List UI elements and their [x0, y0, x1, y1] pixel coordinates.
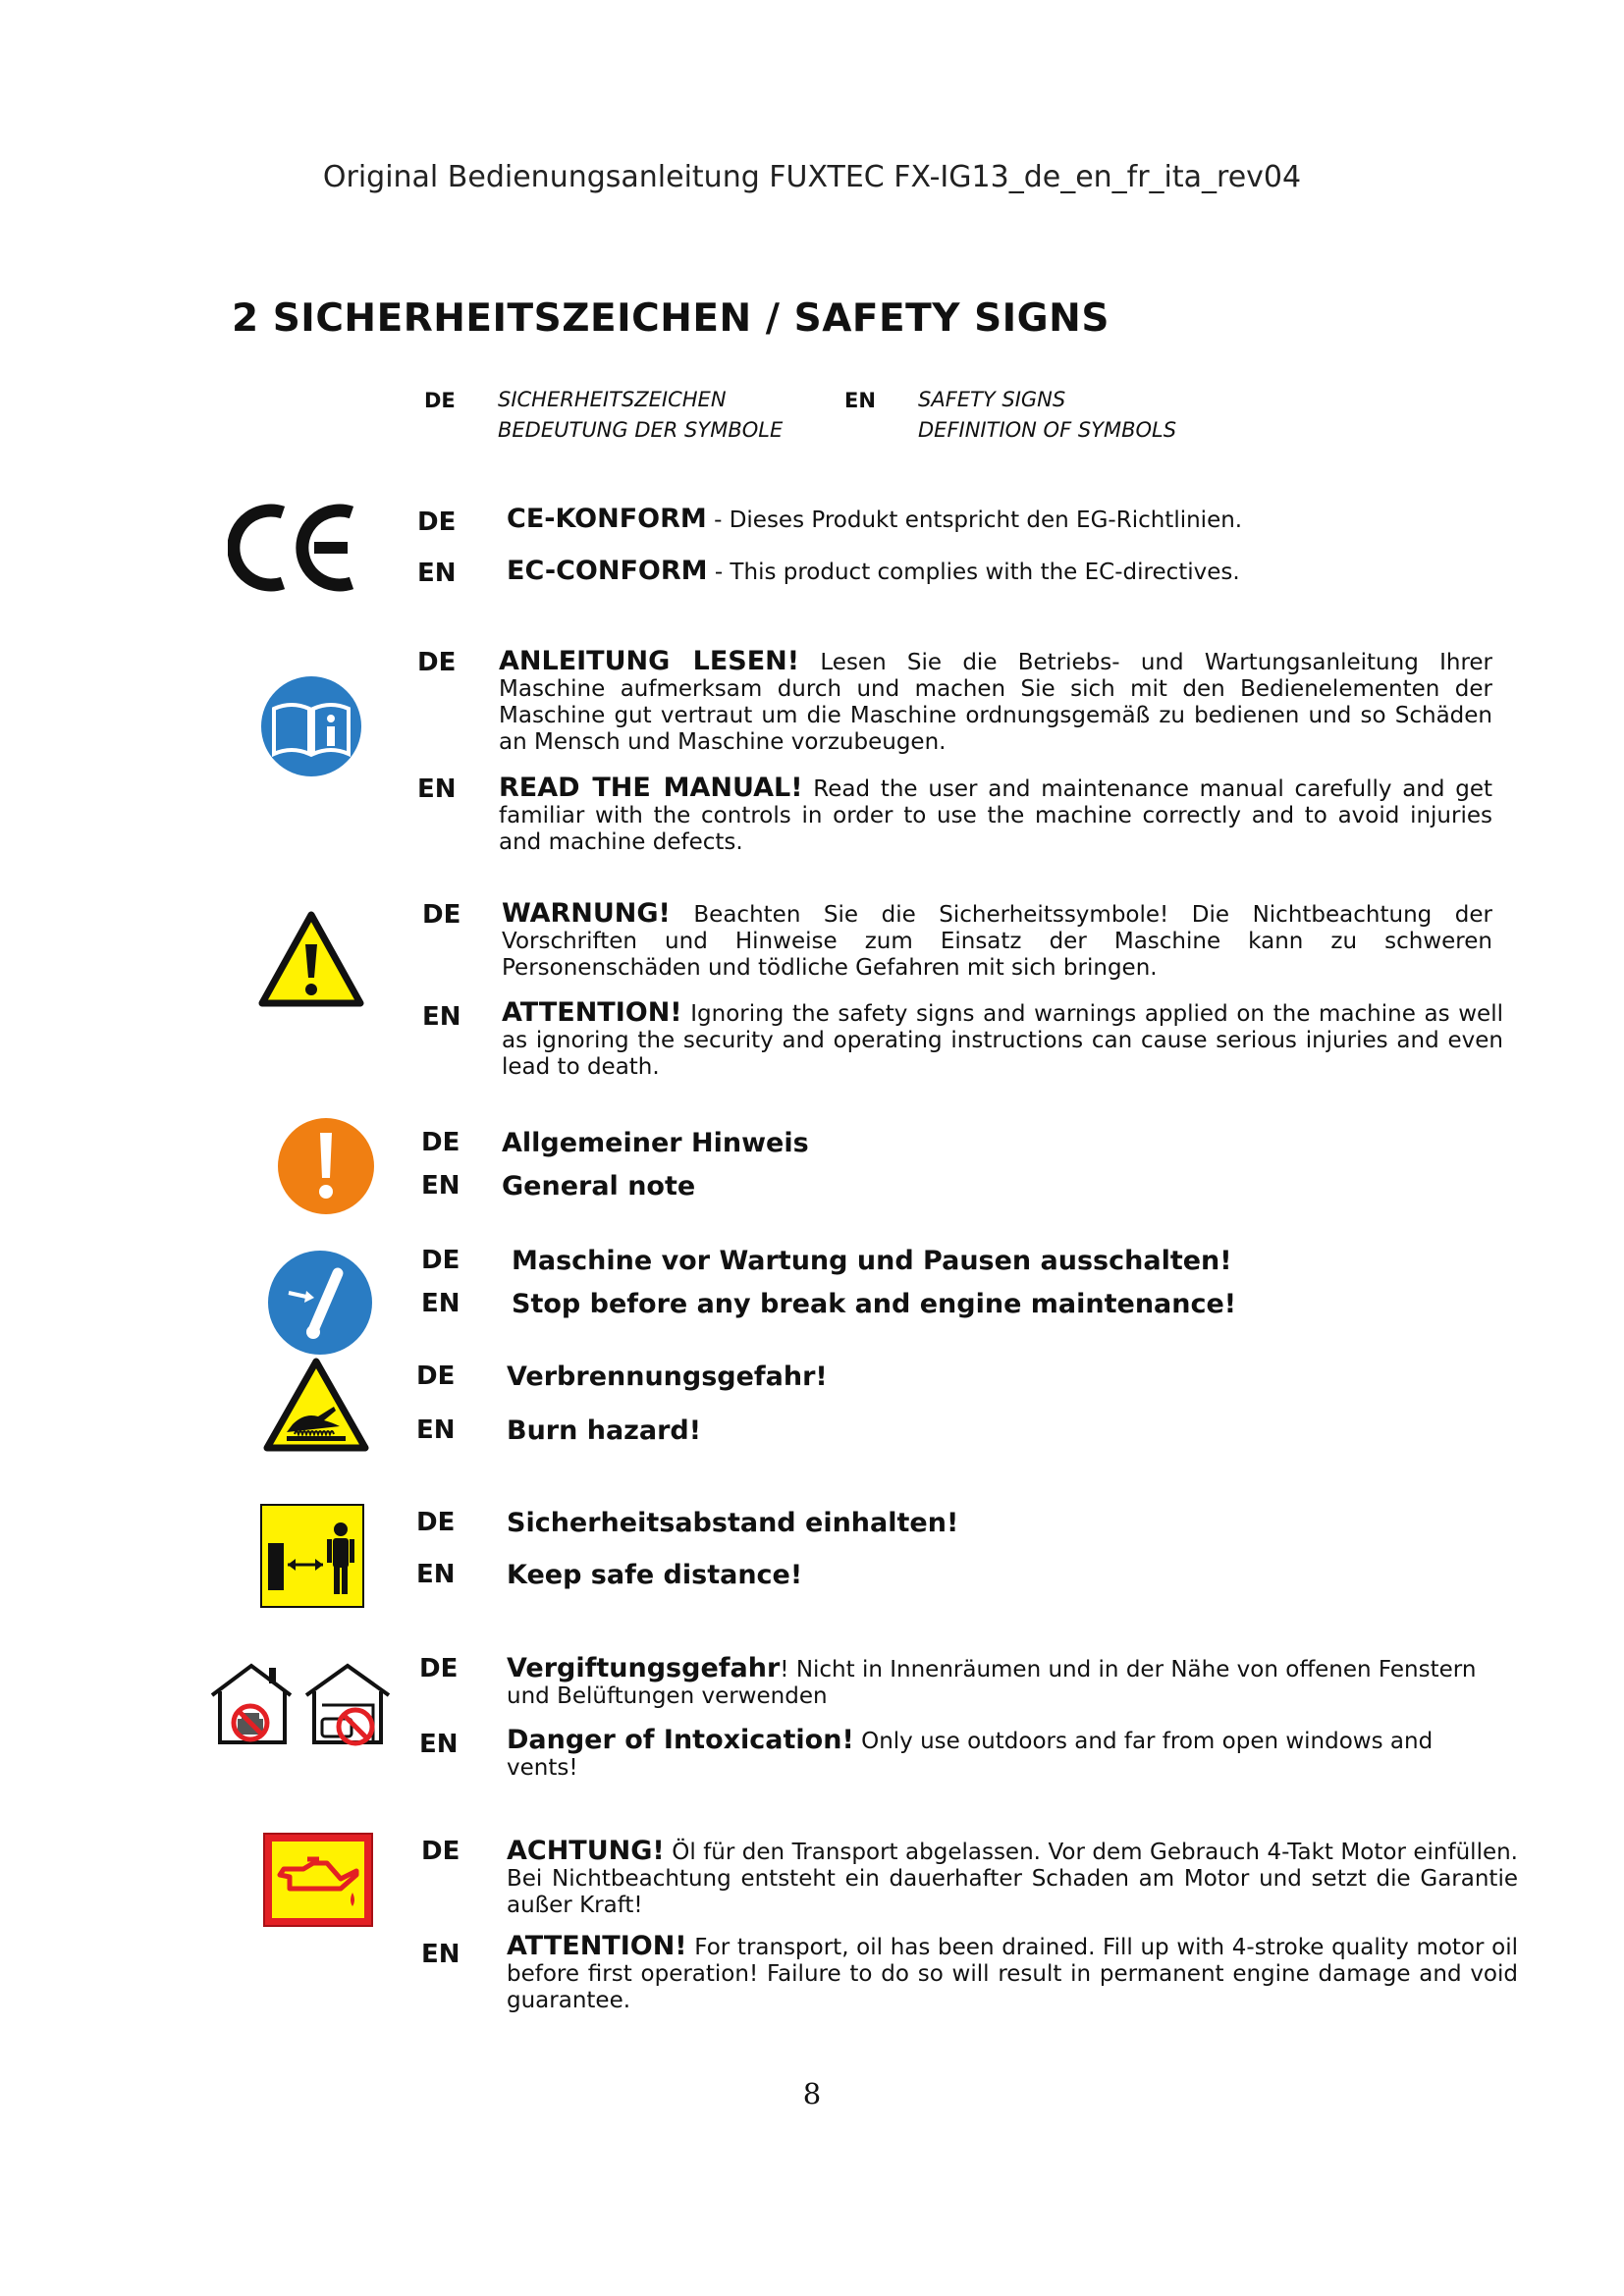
lang-code-en: EN — [421, 1289, 460, 1318]
lang-code-de: DE — [421, 1128, 460, 1157]
note-de-text: Allgemeiner Hinweis — [502, 1128, 809, 1158]
legend-de-text — [498, 385, 783, 446]
legend-en-text — [918, 385, 1176, 446]
lang-code-en: EN — [421, 1940, 460, 1969]
read-manual-icon — [260, 675, 362, 777]
lang-code-de: DE — [417, 648, 457, 677]
intox-de-title: Vergiftungsgefahr — [507, 1653, 781, 1683]
lang-code-de: DE — [419, 1654, 459, 1683]
intox-de-text — [507, 1655, 1498, 1710]
legend-en-line1: SAFETY SIGNS — [918, 388, 1066, 411]
warning-de-text — [502, 900, 1492, 982]
lang-code-de: DE — [421, 1246, 460, 1275]
general-note-icon — [277, 1117, 375, 1215]
warning-de-body: Beachten Sie die Sicherheitssymbole! Die Nichtbeachtung der Vorschriften und Hinweise zum Einsatz der Maschine kann zu schweren Personenschäden und tödliche Gefahren mit sich bringen. — [502, 902, 1492, 981]
lang-code-en: EN — [421, 1171, 460, 1201]
distance-en-text: Keep safe distance! — [507, 1560, 803, 1590]
stop-en-text: Stop before any break and engine maintenance! — [512, 1289, 1237, 1319]
warning-triangle-icon — [258, 911, 364, 1007]
lang-code-de: DE — [417, 507, 457, 537]
stop-engine-icon — [267, 1250, 373, 1356]
intoxication-indoor-icon — [208, 1660, 395, 1748]
lang-code-de: DE — [416, 1508, 456, 1537]
ce-de-title: CE-KONFORM — [507, 504, 707, 534]
intox-en-text — [507, 1727, 1489, 1782]
lang-code-en: EN — [417, 559, 457, 588]
document-header: Original Bedienungsanleitung FUXTEC FX-IG13_de_en_fr_ita_rev04 — [322, 160, 1302, 194]
oil-en-body: For transport, oil has been drained. Fill up with 4-stroke quality motor oil before first operation! Failure to do so will result in permanent engine damage and void guarantee. — [507, 1935, 1518, 2013]
oil-can-icon — [262, 1832, 374, 1928]
lang-code-de: DE — [421, 1837, 460, 1866]
manual-de-body: Lesen Sie die Betriebs- und Wartungsanleitung Ihrer Maschine aufmerksam durch und machen Sie sich mit den Bedienelementen der Maschine gut vertraut um die Maschine ordnungsgemäß zu bedienen und so Schäden an Mensch und Maschine vorzubeugen. — [499, 650, 1492, 755]
oil-en-title: ATTENTION! — [507, 1931, 687, 1961]
safe-distance-icon — [260, 1504, 364, 1608]
manual-en-text — [499, 774, 1492, 856]
legend-en-code: EN — [844, 389, 876, 412]
lang-code-en: EN — [422, 1002, 461, 1032]
ce-en-text — [507, 558, 1312, 586]
burn-de-text: Verbrennungsgefahr! — [507, 1362, 828, 1392]
legend-de-line2: BEDEUTUNG DER SYMBOLE — [498, 418, 784, 442]
section-title: 2 SICHERHEITSZEICHEN / SAFETY SIGNS — [232, 296, 1110, 341]
manual-de-title: ANLEITUNG LESEN! — [499, 646, 800, 676]
intox-en-title: Danger of Intoxication! — [507, 1725, 854, 1755]
intox-en-body: Only use outdoors and far from open windows and vents! — [507, 1729, 1434, 1781]
ce-en-body: - This product complies with the EC-directives. — [707, 560, 1240, 585]
burn-en-text: Burn hazard! — [507, 1415, 702, 1446]
ce-de-body: - Dieses Produkt entspricht den EG-Richtlinien. — [706, 507, 1243, 533]
warning-en-title: ATTENTION! — [502, 997, 682, 1028]
lang-code-en: EN — [416, 1415, 456, 1445]
manual-en-body: Read the user and maintenance manual carefully and get familiar with the controls in order to use the machine correctly and to avoid injuries and machine defects. — [499, 776, 1492, 855]
warning-de-title: WARNUNG! — [502, 898, 671, 929]
oil-de-text — [507, 1838, 1518, 1919]
ce-de-text — [507, 506, 1312, 534]
warning-en-text — [502, 999, 1503, 1081]
oil-de-title: ACHTUNG! — [507, 1836, 665, 1866]
lang-code-en: EN — [417, 774, 457, 804]
warning-en-body: Ignoring the safety signs and warnings applied on the machine as well as ignoring the security and operating instructions can cause serious injuries and even lead to death. — [502, 1001, 1503, 1080]
manual-en-title: READ THE MANUAL! — [499, 773, 803, 803]
manual-de-text — [499, 648, 1492, 756]
legend-de-line1: SICHERHEITSZEICHEN — [498, 388, 727, 411]
ce-mark-icon — [228, 499, 357, 597]
legend-de-code: DE — [424, 389, 456, 412]
legend-en-line2: DEFINITION OF SYMBOLS — [918, 418, 1177, 442]
stop-de-text: Maschine vor Wartung und Pausen ausschalten! — [512, 1246, 1232, 1276]
lang-code-en: EN — [419, 1730, 459, 1759]
oil-de-body: Öl für den Transport abgelassen. Vor dem Gebrauch 4-Takt Motor einfüllen. Bei Nichtbeachtung entsteht ein dauerhafter Schaden am Motor und setzt die Garantie außer Kraft! — [507, 1840, 1518, 1918]
burn-hazard-icon — [263, 1358, 369, 1452]
lang-code-de: DE — [422, 900, 461, 930]
note-en-text: General note — [502, 1171, 696, 1201]
oil-en-text — [507, 1933, 1518, 2014]
intox-de-body: ! Nicht in Innenräumen und in der Nähe von offenen Fenstern und Belüftungen verwenden — [507, 1657, 1477, 1709]
distance-de-text: Sicherheitsabstand einhalten! — [507, 1508, 959, 1538]
lang-code-en: EN — [416, 1560, 456, 1589]
lang-code-de: DE — [416, 1362, 456, 1391]
ce-en-title: EC-CONFORM — [507, 556, 708, 586]
page-number: 8 — [802, 2077, 822, 2110]
